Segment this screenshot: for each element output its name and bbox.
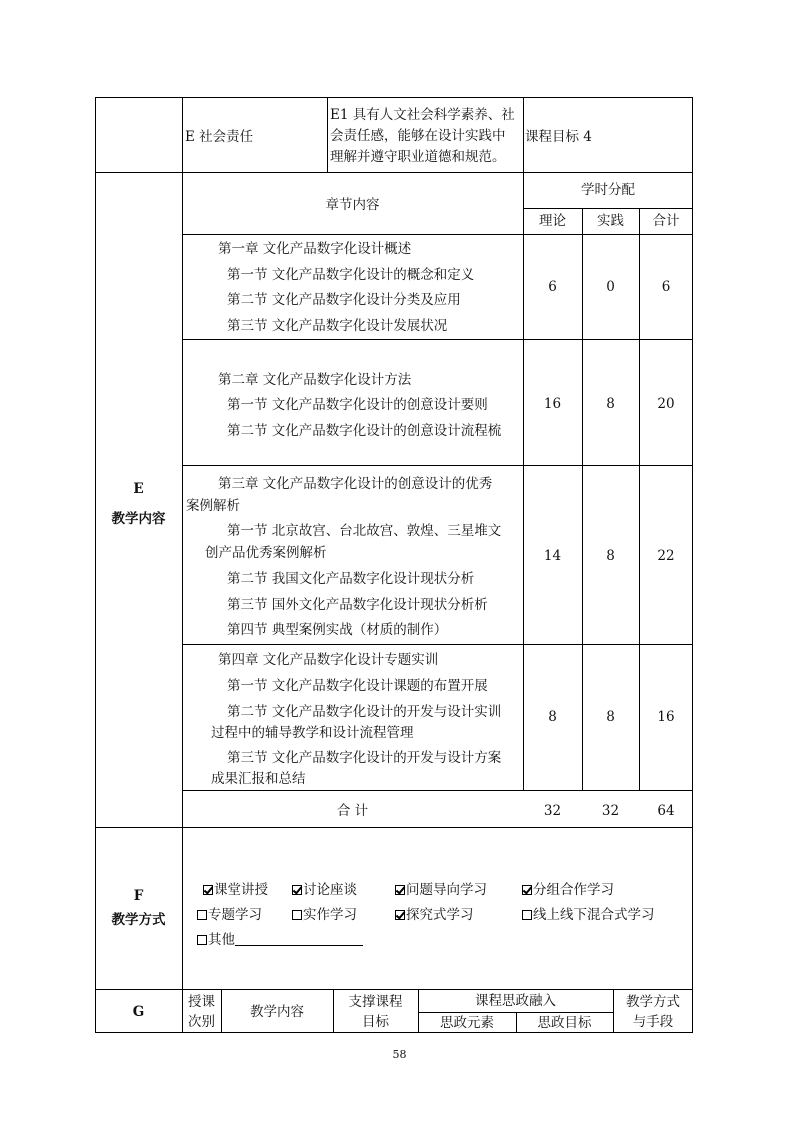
theory-hours: 16 [543, 396, 562, 412]
g-header-session-2: 次别 [188, 1014, 215, 1030]
chapter-line: 第四节 典型案例实战（材质的制作） [227, 622, 448, 638]
e-target-cell: 课程目标 4 [525, 129, 592, 145]
checkbox-unchecked-icon[interactable] [197, 935, 207, 945]
other-blank-line[interactable] [235, 933, 363, 946]
chapter-line: 第三节 文化产品数字化设计的开发与设计方案 [227, 750, 502, 766]
sum-practice: 32 [601, 803, 620, 819]
checkbox-checked-icon[interactable] [522, 885, 532, 895]
chapter-line: 第一节 文化产品数字化设计的概念和定义 [227, 267, 475, 283]
sum-theory: 32 [543, 803, 562, 819]
total-hours: 6 [661, 279, 671, 295]
checkbox-checked-icon[interactable] [203, 885, 213, 895]
g-header-content: 教学内容 [250, 1004, 304, 1020]
method-group-work[interactable]: 分组合作学习 [522, 882, 614, 898]
method-problem-based[interactable]: 问题导向学习 [395, 882, 487, 898]
checkbox-checked-icon[interactable] [395, 910, 405, 920]
g-header-session-1: 授课 [188, 994, 215, 1010]
practice-hours: 8 [606, 709, 615, 725]
method-lecture[interactable]: 课堂讲授 [203, 882, 268, 898]
e-category-cell: E 社会责任 [185, 129, 254, 145]
chapter-line: 创产品优秀案例解析 [205, 545, 327, 561]
chapter-line: 第三节 文化产品数字化设计发展状况 [227, 318, 448, 334]
sum-total: 64 [657, 803, 675, 819]
chapter-line: 第一节 北京故宫、台北故宫、敦煌、三星堆文 [227, 523, 502, 539]
practice-hours: 8 [606, 396, 615, 412]
section-g-code: G [132, 1004, 145, 1020]
practice-hours: 0 [606, 279, 615, 295]
header-hour-allocation: 学时分配 [581, 182, 635, 198]
section-f-code: F [133, 888, 144, 904]
theory-hours: 14 [543, 548, 562, 564]
method-discussion[interactable]: 讨论座谈 [292, 882, 357, 898]
sum-label: 合 计 [336, 803, 369, 819]
checkbox-checked-icon[interactable] [395, 885, 405, 895]
chapter-line: 第二节 文化产品数字化设计的开发与设计实训 [227, 704, 502, 720]
chapter-line: 过程中的辅导教学和设计流程管理 [211, 725, 414, 741]
section-e-title: 教学内容 [111, 511, 166, 527]
chapter-line: 案例解析 [186, 498, 240, 514]
e-requirement-line-2: 会责任感，能够在设计实践中 [330, 128, 506, 144]
theory-hours: 8 [548, 709, 557, 725]
method-inquiry[interactable]: 探究式学习 [395, 907, 474, 923]
method-blended[interactable]: 线上线下混合式学习 [522, 907, 655, 923]
total-hours: 16 [657, 709, 675, 725]
section-e-code: E [133, 481, 144, 497]
e-requirement-line-3: 理解并遵守职业道德和规范。 [330, 149, 506, 165]
checkbox-unchecked-icon[interactable] [522, 910, 532, 920]
chapter-line: 第一节 文化产品数字化设计课题的布置开展 [227, 678, 488, 694]
header-chapter-content: 章节内容 [325, 197, 380, 213]
chapter-line: 第二节 文化产品数字化设计分类及应用 [227, 292, 461, 308]
section-f-title: 教学方式 [111, 912, 166, 928]
header-theory: 理论 [539, 213, 566, 229]
checkbox-checked-icon[interactable] [292, 885, 302, 895]
method-practical[interactable]: 实作学习 [292, 907, 357, 923]
header-total: 合计 [652, 213, 680, 229]
practice-hours: 8 [606, 548, 615, 564]
chapter-line: 第一节 文化产品数字化设计的创意设计要则 [227, 397, 488, 413]
g-header-ideology: 课程思政融入 [475, 993, 556, 1009]
checkbox-unchecked-icon[interactable] [292, 910, 302, 920]
g-header-method-2: 与手段 [632, 1014, 674, 1030]
g-header-elements: 思政元素 [440, 1015, 494, 1031]
total-hours: 22 [657, 548, 675, 564]
theory-hours: 6 [548, 279, 557, 295]
chapter-line: 第二章 文化产品数字化设计方法 [218, 372, 412, 388]
chapter-line: 第三章 文化产品数字化设计的创意设计的优秀 [218, 476, 493, 492]
method-topic-study[interactable]: 专题学习 [197, 907, 262, 923]
g-header-support-2: 目标 [362, 1014, 389, 1030]
g-header-goals: 思政目标 [537, 1015, 592, 1031]
chapter-line: 成果汇报和总结 [211, 771, 306, 787]
chapter-line: 第四章 文化产品数字化设计专题实训 [218, 652, 439, 668]
checkbox-unchecked-icon[interactable] [197, 910, 207, 920]
page-number: 58 [392, 1048, 407, 1061]
chapter-line: 第二节 我国文化产品数字化设计现状分析 [227, 571, 475, 587]
chapter-line: 第二节 文化产品数字化设计的创意设计流程梳 [227, 423, 502, 439]
g-header-support-1: 支撑课程 [348, 994, 403, 1010]
g-header-method-1: 教学方式 [626, 994, 680, 1010]
chapter-line: 第三节 国外文化产品数字化设计现状分析析 [227, 597, 488, 613]
chapter-line: 第一章 文化产品数字化设计概述 [218, 241, 412, 257]
header-practice: 实践 [597, 213, 624, 229]
method-other[interactable]: 其他 [197, 932, 363, 948]
e-requirement-line-1: E1 具有人文社会科学素养、社 [330, 107, 515, 123]
total-hours: 20 [657, 396, 675, 412]
